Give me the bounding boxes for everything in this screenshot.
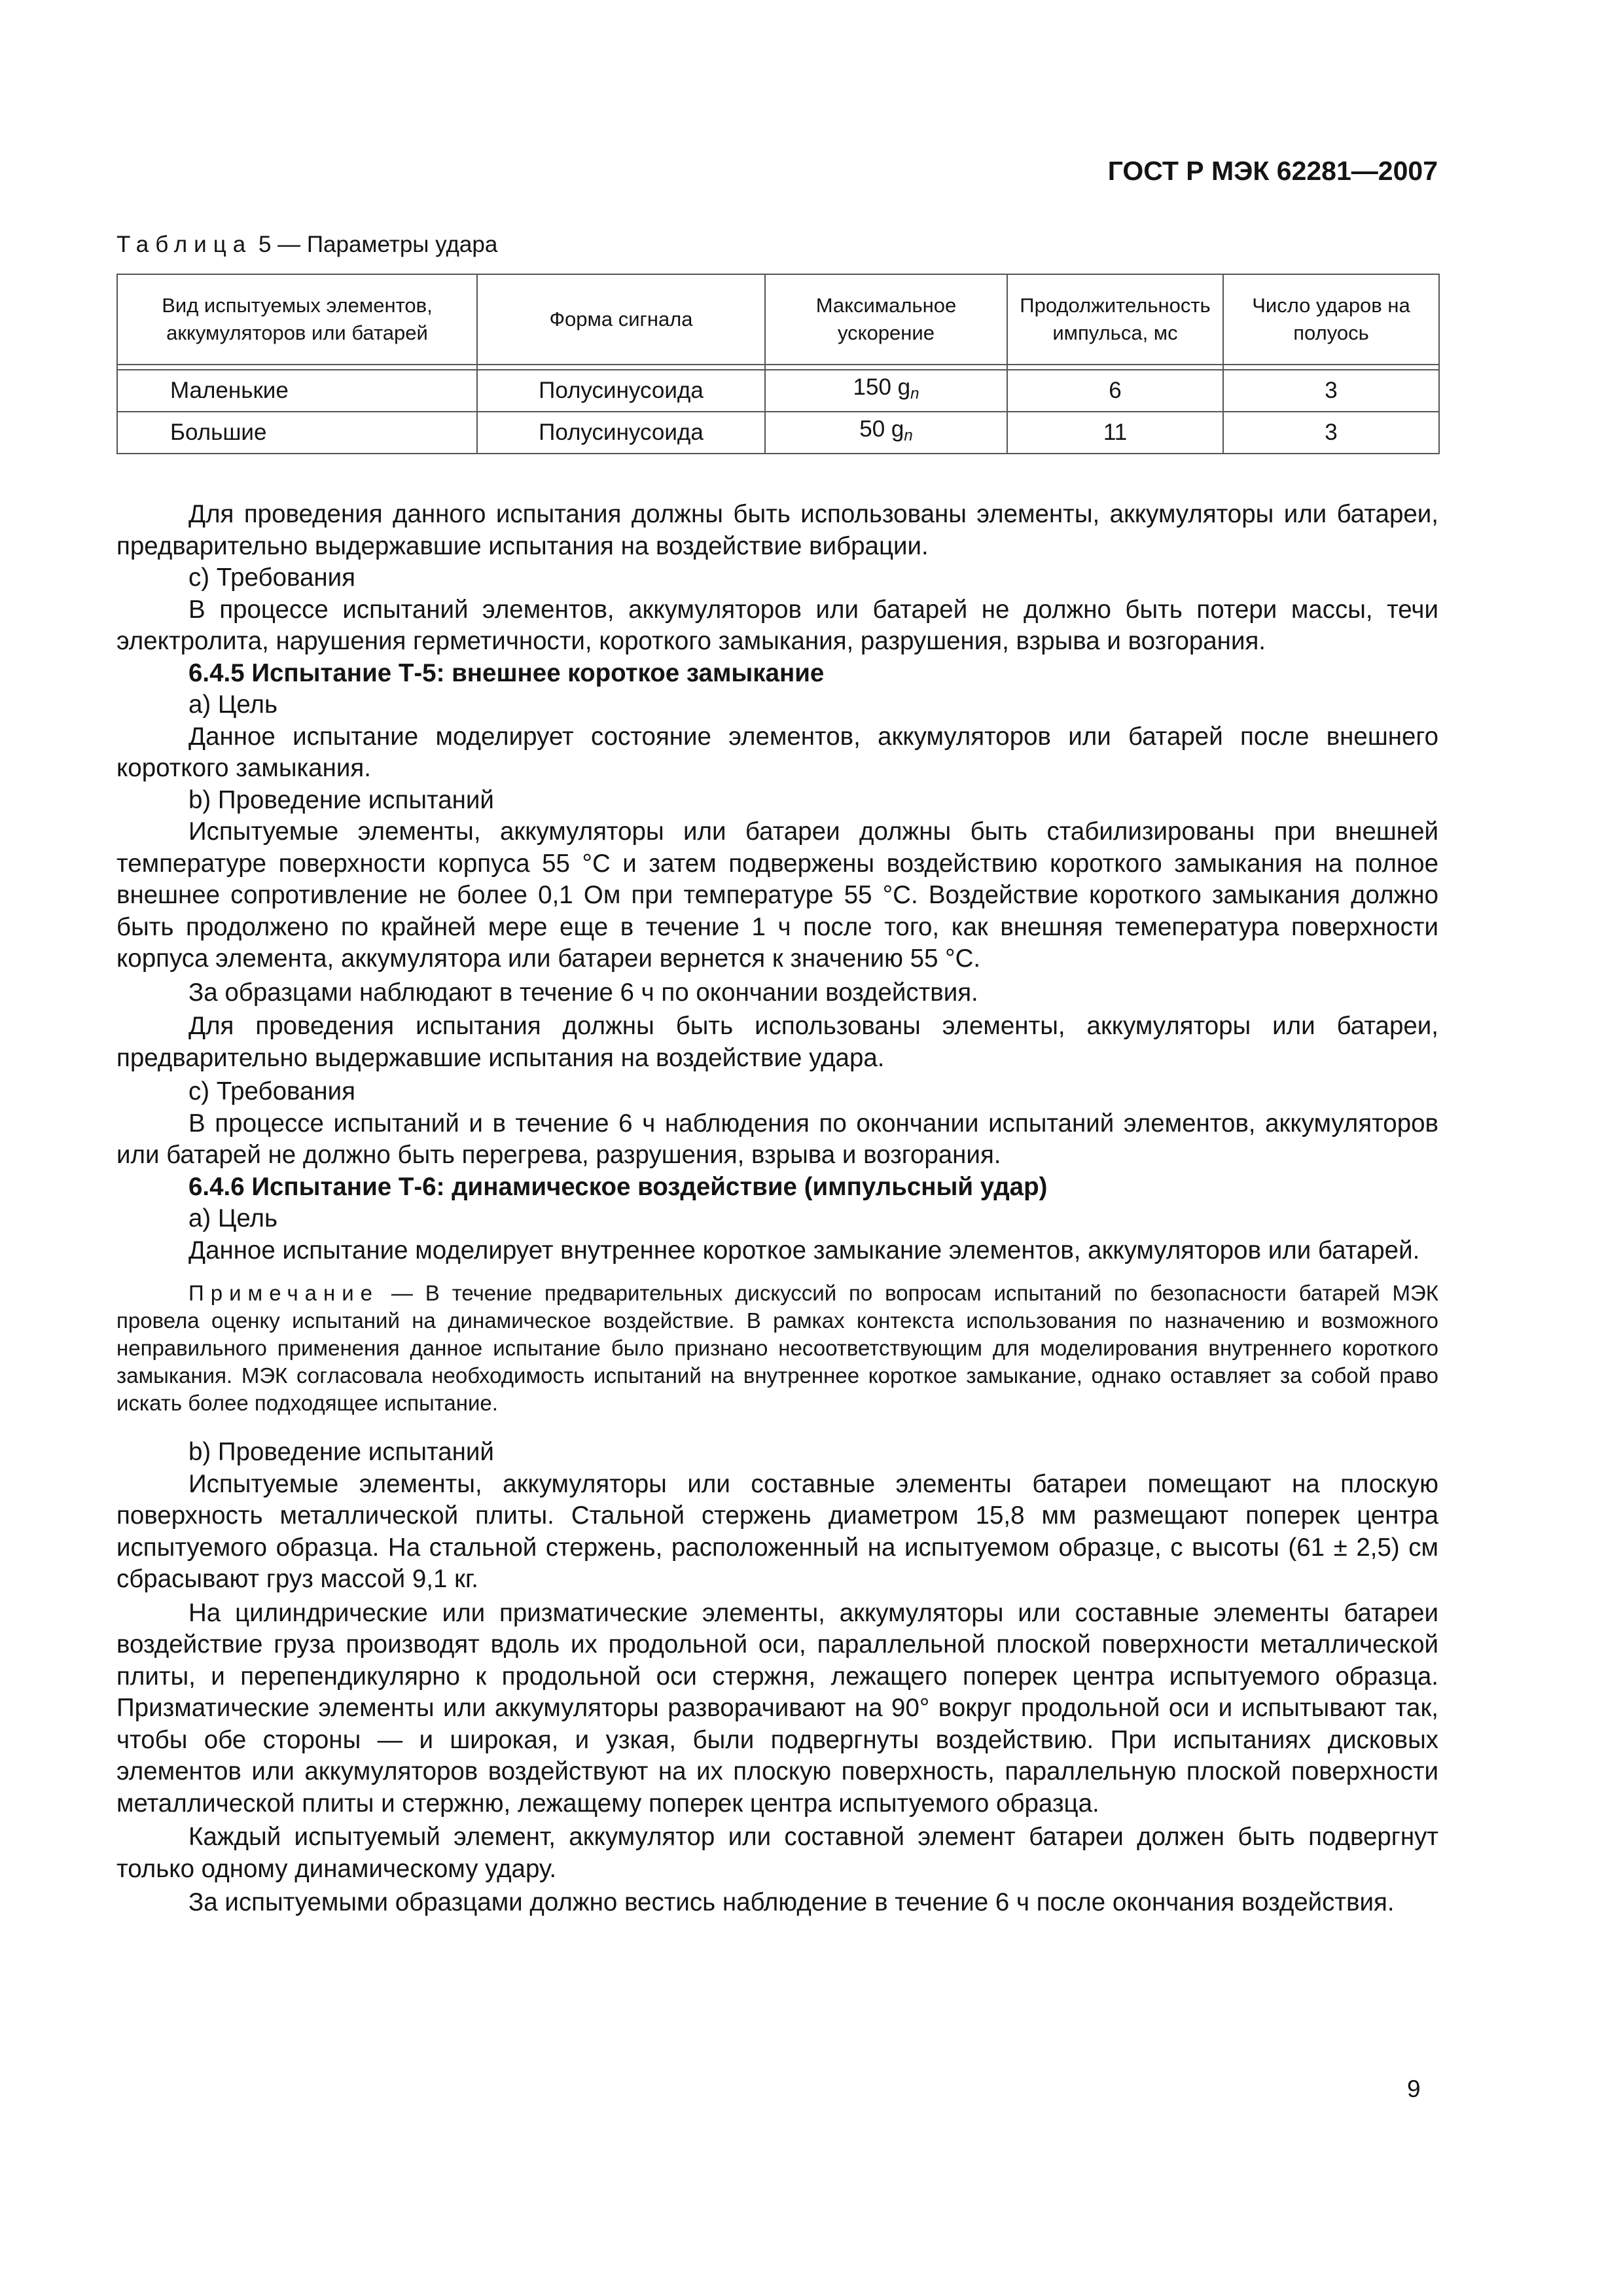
cell-duration: 6 <box>1007 370 1223 412</box>
col-header-shocks: Число ударов на полуось <box>1223 274 1439 365</box>
col-header-duration: Продолжительность импульса, мс <box>1007 274 1223 365</box>
cell-shocks: 3 <box>1223 412 1439 454</box>
shock-parameters-table <box>116 274 1440 454</box>
cell-acceleration <box>765 370 1007 412</box>
table-row <box>117 370 1439 412</box>
paragraph: Данное испытание моделирует состояние элементов, аккумуляторов или батарей после внешнего короткого замыкания. <box>116 722 1438 782</box>
paragraph: Для проведения испытания должны быть использованы элементы, аккумуляторы или батареи, предварительно выдержавшие испытания на воздействие удара. <box>116 1012 1438 1072</box>
paragraph: Каждый испытуемый элемент, аккумулятор или составной элемент батареи должен быть подвергнут только одному динамическому удару. <box>116 1823 1438 1883</box>
subsection-label-purpose: a) Цель <box>188 691 278 719</box>
cell-type: Маленькие <box>117 370 477 412</box>
cell-waveform: Полусинусоида <box>477 412 765 454</box>
paragraph: В процессе испытаний и в течение 6 ч наблюдения по окончании испытаний элементов, аккумуляторов или батарей не должно быть перегрева, разрушения, взрыва и возгорания. <box>116 1109 1438 1169</box>
table-caption <box>116 230 497 259</box>
subsection-label-procedure: b) Проведение испытаний <box>188 1438 494 1466</box>
paragraph: В процессе испытаний элементов, аккумуляторов или батарей не должно быть потери массы, течи электролита, нарушения герметичности, короткого замыкания, разрушения, взрыва и возгорания. <box>116 595 1438 655</box>
col-header-type: Вид испытуемых элементов, аккумуляторов или батарей <box>117 274 477 365</box>
subsection-label-purpose: a) Цель <box>188 1204 278 1232</box>
note-label: Примечание <box>188 1281 380 1305</box>
note <box>116 1280 1438 1417</box>
table-separator <box>117 365 1439 370</box>
document-body <box>116 499 1438 1919</box>
table-row <box>117 412 1439 454</box>
paragraph: Данное испытание моделирует внутреннее короткое замыкание элементов, аккумуляторов или батарей. <box>188 1236 1420 1265</box>
paragraph: Испытуемые элементы, аккумуляторы или составные элементы батареи помещают на плоскую поверхность металлической плиты. Стальной стержень диаметром 15,8 мм размещают поперек центра испытуемого образца. На стальной стержень, расположенный на испытуемом образце, с высоты (61 ± 2,5) см сбрасывают груз массой 9,1 кг. <box>116 1469 1438 1593</box>
cell-acceleration <box>765 412 1007 454</box>
paragraph: На цилиндрические или призматические элементы, аккумуляторы или составные элементы батареи воздействие груза производят вдоль их продольной оси, параллельной плоской поверхности металлической плиты, и перепендикулярно к продольной оси стержня, лежащего поперек центра испытуемого образца. Призматические элементы или аккумуляторы разворачивают на 90° вокруг продольной оси и испытывают так, чтобы обе стороны — и широкая, и узкая, были подвергнуты воздействию. При испытаниях дисковых элементов или аккумуляторов воздействуют на их плоскую поверхность, параллельную плоской поверхности металлической плиты и стержню, лежащему поперек центра испытуемого образца. <box>116 1598 1438 1818</box>
subsection-label-requirements: c) Требования <box>188 1077 356 1105</box>
acceleration-subscript: n <box>904 427 913 444</box>
table-caption-title: 5 — Параметры удара <box>258 232 498 257</box>
table-caption-label: Таблица <box>116 232 253 257</box>
table-header-row <box>117 274 1439 365</box>
cell-type: Большие <box>117 412 477 454</box>
note-text: — В течение предварительных дискуссий по вопросам испытаний по безопасности батарей МЭК провела оценку испытаний на динамическое воздействие. В рамках контекста использования по назначению и возможного неправильного применения данное испытание было признано несоответствующим для моделирования внутреннего короткого замыкания. МЭК согласовала необходимость испытаний на внутреннее короткое замыкание, однако оставляет за собой право искать более подходящее испытание. <box>116 1281 1438 1415</box>
page-number: 9 <box>1407 2075 1421 2102</box>
paragraph: Для проведения данного испытания должны быть использованы элементы, аккумуляторы или батареи, предварительно выдержавшие испытания на воздействие вибрации. <box>116 500 1438 560</box>
subsection-label-requirements: c) Требования <box>188 564 356 592</box>
col-header-acceleration: Максимальное ускорение <box>765 274 1007 365</box>
col-header-waveform: Форма сигнала <box>477 274 765 365</box>
paragraph: За испытуемыми образцами должно вестись наблюдение в течение 6 ч после окончания воздействия. <box>188 1888 1395 1916</box>
cell-waveform: Полусинусоида <box>477 370 765 412</box>
section-heading-6-4-6: 6.4.6 Испытание Т-6: динамическое воздействие (импульсный удар) <box>188 1172 1048 1201</box>
acceleration-value: 150 g <box>853 374 911 400</box>
paragraph: За образцами наблюдают в течение 6 ч по окончании воздействия. <box>188 978 978 1007</box>
document-header: ГОСТ Р МЭК 62281—2007 <box>1107 156 1438 186</box>
acceleration-value: 50 g <box>859 416 904 442</box>
cell-shocks: 3 <box>1223 370 1439 412</box>
acceleration-subscript: n <box>910 385 919 403</box>
paragraph: Испытуемые элементы, аккумуляторы или батареи должны быть стабилизированы при внешней температуре поверхности корпуса 55 °С и затем подвержены воздействию короткого замыкания на полное внешнее сопротивление не более 0,1 Ом при температуре 55 °С. Воздействие короткого замыкания должно быть продолжено по крайней мере еще в течение 1 ч после того, как внешняя темепература поверхности корпуса элемента, аккумулятора или батареи вернется к значению 55 °С. <box>116 817 1438 973</box>
cell-duration: 11 <box>1007 412 1223 454</box>
section-heading-6-4-5: 6.4.5 Испытание Т-5: внешнее короткое замыкание <box>188 658 825 687</box>
subsection-label-procedure: b) Проведение испытаний <box>188 785 494 814</box>
